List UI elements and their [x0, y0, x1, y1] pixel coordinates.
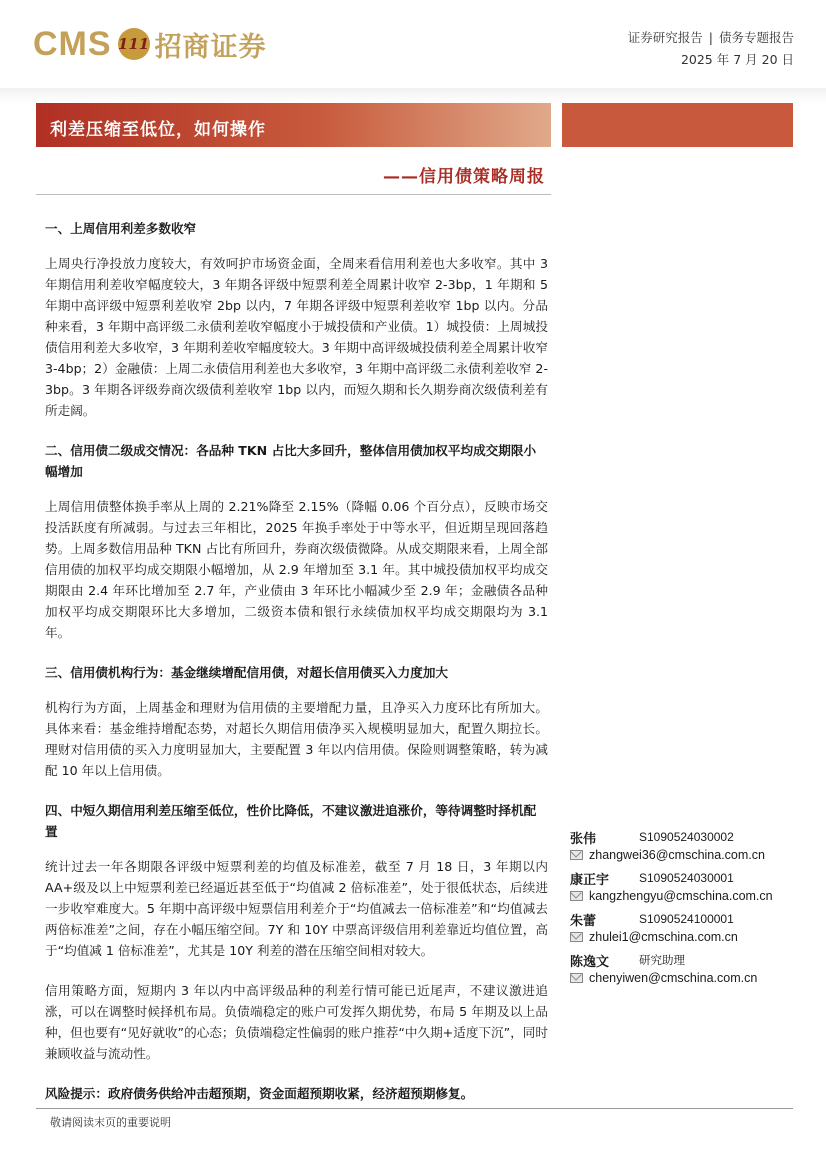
- report-type-separator: |: [708, 30, 713, 45]
- envelope-icon: [570, 891, 583, 901]
- author-entry: [570, 910, 795, 946]
- report-type-primary: 证券研究报告: [627, 30, 703, 45]
- header-band: [0, 88, 826, 104]
- section-2-heading: 二、信用债二级成交情况：各品种 TKN 占比大多回升，整体信用债加权平均成交期限小幅增加: [45, 443, 537, 479]
- author-email[interactable]: zhulei1@cmschina.com.cn: [589, 930, 738, 944]
- logo-badge-icon: 111: [118, 28, 150, 60]
- side-accent-bar: [562, 103, 793, 147]
- section-2-paragraph: 上周信用债整体换手率从上周的 2.21%降至 2.15%（降幅 0.06 个百分点），反映市场交投活跃度有所减弱。与过去三年相比，2025 年换手率处于中等水平，但近期呈现回落趋势。上周多数信用品种 TKN 占比有所回升，券商次级债微降。从成交期限来看，上周全部信用债的加权平均成交期限小幅增加，从 2.9 年增加至 3.1 年。其中城投债加权平均成交期限由 2.4 年环比增加至 2.7 年，产业债由 3 年环比小幅减少至 2.9 年；金融债各品种加权平均成交期限环比大多增加，二级资本债和银行永续债加权平均成交期限均为 3.1 年。: [45, 499, 548, 640]
- section-1-paragraph: 上周央行净投放力度较大，有效呵护市场资金面，全周来看信用利差也大多收窄。其中 3 年期信用利差收窄幅度较大，3 年期各评级中短票利差全周累计收窄 2-3bp，1 年期和 5 年期中高评级中短票利差收窄 2bp 以内，7 年期各评级中短票利差收窄 1bp 以内。分品种来看，3 年期中高评级二永债利差收窄幅度小于城投债和产业债。1）城投债：上周城投债信用利差大多收窄，3 年期利差收窄幅度较大。3 年期中高评级城投债利差全周累计收窄 3-4bp；2）金融债：上周二永债信用利差也大多收窄，3 年期中高评级二永债利差收窄 2-3bp。3 年期各评级券商次级债利差收窄 1bp 以内，而短久期和长久期券商次级债利差有所走阔。: [45, 256, 548, 418]
- author-email-row: [570, 969, 795, 987]
- section-3-paragraph: 机构行为方面，上周基金和理财为信用债的主要增配力量，且净买入力度环比有所加大。具体来看：基金维持增配态势，对超长久期信用债净买入规模明显加大，配置久期拉长。理财对信用债的买入力度明显加大，主要配置 3 年以内信用债。保险则调整策略，转为减配 10 年以上信用债。: [45, 700, 548, 778]
- author-entry: [570, 869, 795, 905]
- title-divider: [36, 194, 551, 195]
- envelope-icon: [570, 932, 583, 942]
- author-license-number: S1090524030001: [639, 871, 734, 885]
- author-email[interactable]: chenyiwen@cmschina.com.cn: [589, 971, 758, 985]
- author-license-number: S1090524030002: [639, 830, 734, 844]
- section-3-heading: 三、信用债机构行为：基金继续增配信用债，对超长信用债买入力度加大: [45, 665, 448, 680]
- title-bar: [36, 103, 551, 147]
- footer-divider: [36, 1108, 793, 1109]
- author-role: 研究助理: [639, 953, 685, 967]
- report-type-secondary: 债务专题报告: [718, 30, 794, 45]
- report-title: 利差压缩至低位，如何操作: [50, 120, 266, 140]
- envelope-icon: [570, 973, 583, 983]
- section-1-heading: 一、上周信用利差多数收窄: [45, 221, 197, 236]
- logo-cms-text: CMS: [33, 24, 112, 63]
- section-4-paragraph-1: 统计过去一年各期限各评级中短票利差的均值及标准差，截至 7 月 18 日，3 年期以内 AA+级及以上中短票利差已经逼近甚至低于“均值减 2 倍标准差”，处于很低状态，后续进一步收窄难度大。5 年期中高评级中短票信用利差介于“均值减去一倍标准差”和“均值减去两倍标准差”之间，存在小幅压缩空间。7Y 和 10Y 中票高评级信用利差靠近均值位置，高于“均值减 1 倍标准差”，尤其是 10Y 利差的潜在压缩空间相对较大。: [45, 859, 548, 958]
- report-subtitle: ——信用债策略周报: [383, 167, 545, 187]
- author-email-row: [570, 846, 795, 864]
- author-license-number: S1090524100001: [639, 912, 734, 926]
- section-4-heading: 四、中短久期信用利差压缩至低位，性价比降低，不建议激进追涨价，等待调整时择机配置: [45, 803, 537, 839]
- risk-note: 风险提示：政府债务供给冲击超预期，资金面超预期收紧，经济超预期修复。: [45, 1086, 474, 1101]
- author-email[interactable]: zhangwei36@cmschina.com.cn: [589, 848, 765, 862]
- author-entry: [570, 951, 795, 987]
- logo-chinese-name: 招商证券: [154, 31, 267, 63]
- author-name: 康正宇: [570, 872, 610, 888]
- envelope-icon: [570, 850, 583, 860]
- author-email-row: [570, 887, 795, 905]
- company-logo: [33, 22, 267, 66]
- section-4-paragraph-2: 信用策略方面，短期内 3 年以内中高评级品种的利差行情可能已近尾声，不建议激进追涨，可以在调整时候择机布局。负债端稳定的账户可发挥久期优势，布局 5 年期及以上品种，但也要有“见好就收”的心态；负债端稳定性偏弱的账户推荐“中久期+适度下沉”，同时兼顾收益与流动性。: [45, 983, 548, 1061]
- report-body: [45, 218, 548, 1104]
- author-name: 张伟: [570, 831, 597, 847]
- page-header: [0, 0, 826, 92]
- author-name: 朱蕾: [570, 913, 597, 929]
- author-email[interactable]: kangzhengyu@cmschina.com.cn: [589, 889, 773, 903]
- author-email-row: [570, 928, 795, 946]
- author-name: 陈逸文: [570, 954, 610, 970]
- report-date: 2025 年 7 月 20 日: [680, 52, 794, 67]
- report-type: [628, 28, 794, 46]
- author-panel: [570, 828, 795, 992]
- author-entry: [570, 828, 795, 864]
- footer-note: 敬请阅读末页的重要说明: [50, 1116, 171, 1129]
